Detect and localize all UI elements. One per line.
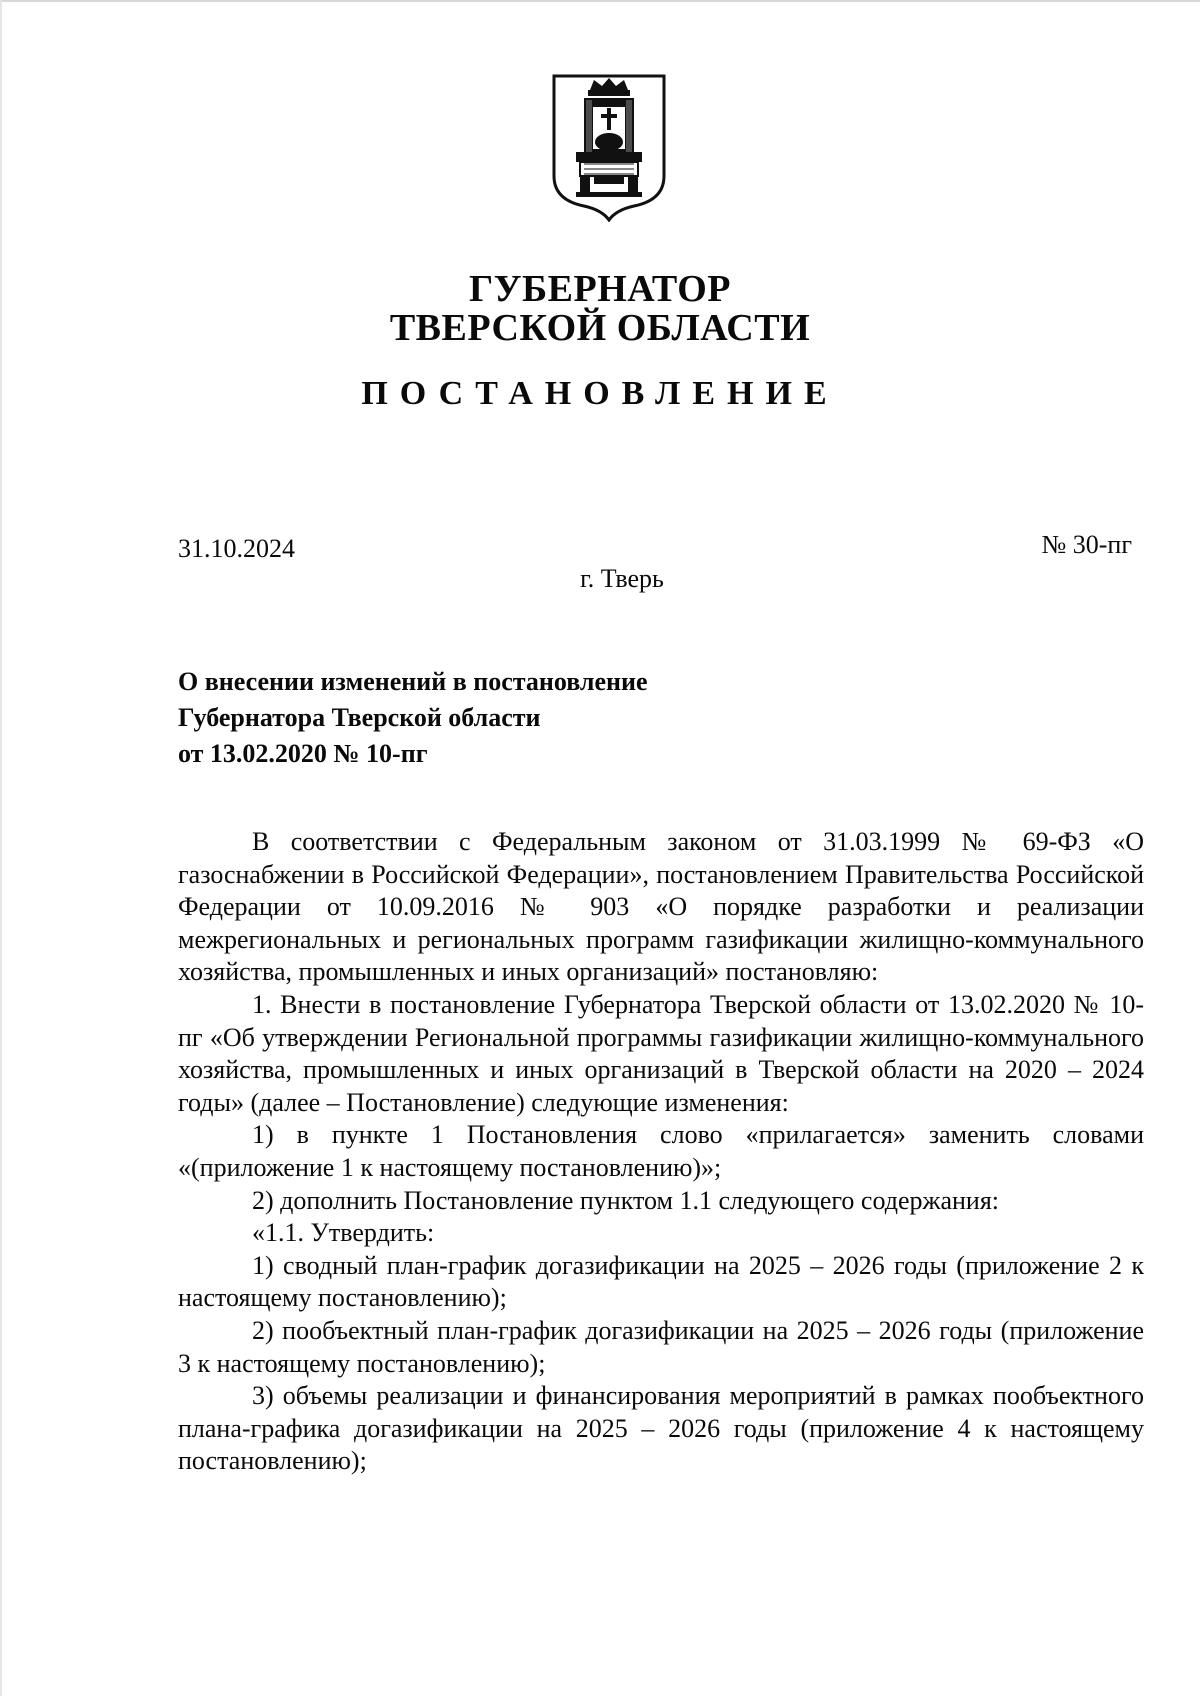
authority-title-line2: ТВЕРСКОЙ ОБЛАСТИ — [389, 307, 811, 349]
scan-edge-top — [0, 0, 1200, 2]
body-paragraph: 2) дополнить Постановление пунктом 1.1 следующего содержания: — [252, 1185, 1000, 1215]
coat-of-arms-icon — [550, 72, 668, 222]
scan-edge-left — [0, 0, 2, 1696]
body-paragraph: «1.1. Утвердить: — [252, 1218, 435, 1248]
document-subject — [178, 664, 648, 772]
body-paragraph: 2) пообъектный план-график догазификации на 2025 – 2026 годы (приложение 3 к настоящему постановлению); — [178, 1315, 1144, 1378]
body-paragraph: 1. Внести в постановление Губернатора Тверской области от 13.02.2020 № 10-пг «Об утверждении Региональной программы газификации жилищно-коммунального хозяйства, промышленных и иных организаций в Тверской области на 2020 – 2024 годы» (далее – Постановление) следующие изменения: — [178, 989, 1144, 1117]
body-paragraph: 1) в пункте 1 Постановления слово «прилагается» заменить словами «(приложение 1 к настоящему постановлению)»; — [178, 1120, 1144, 1182]
document-date: 31.10.2024 — [178, 534, 295, 563]
body-paragraph: 3) объемы реализации и финансирования мероприятий в рамках пообъектного плана-графика догазификации на 2025 – 2026 годы (приложение 4 к настоящему постановлению); — [178, 1381, 1144, 1476]
subject-line: О внесении изменений в постановление — [178, 667, 648, 696]
subject-line: от 13.02.2020 № 10-пг — [178, 739, 428, 768]
document-type-heading: ПОСТАНОВЛЕНИЕ — [361, 375, 839, 412]
document-city: г. Тверь — [580, 564, 664, 593]
body-paragraph: 1) сводный план-график догазификации на 2025 – 2026 годы (приложение 2 к настоящему постановлению); — [178, 1250, 1144, 1313]
authority-title-line1: ГУБЕРНАТОР — [468, 268, 732, 310]
document-number: № 30-пг — [1041, 530, 1132, 559]
body-paragraph: В соответствии с Федеральным законом от 31.03.1999 № 69-ФЗ «О газоснабжении в Российской Федерации», постановлением Правительства Российской Федерации от 10.09.2016 № 903 «О порядке разработки и реализации межрегиональных и региональных программ газификации жилищно-коммунального хозяйства, промышленных и иных организаций» постановляю: — [178, 827, 1144, 987]
subject-line: Губернатора Тверской области — [178, 703, 541, 732]
document-body — [178, 826, 1144, 1478]
